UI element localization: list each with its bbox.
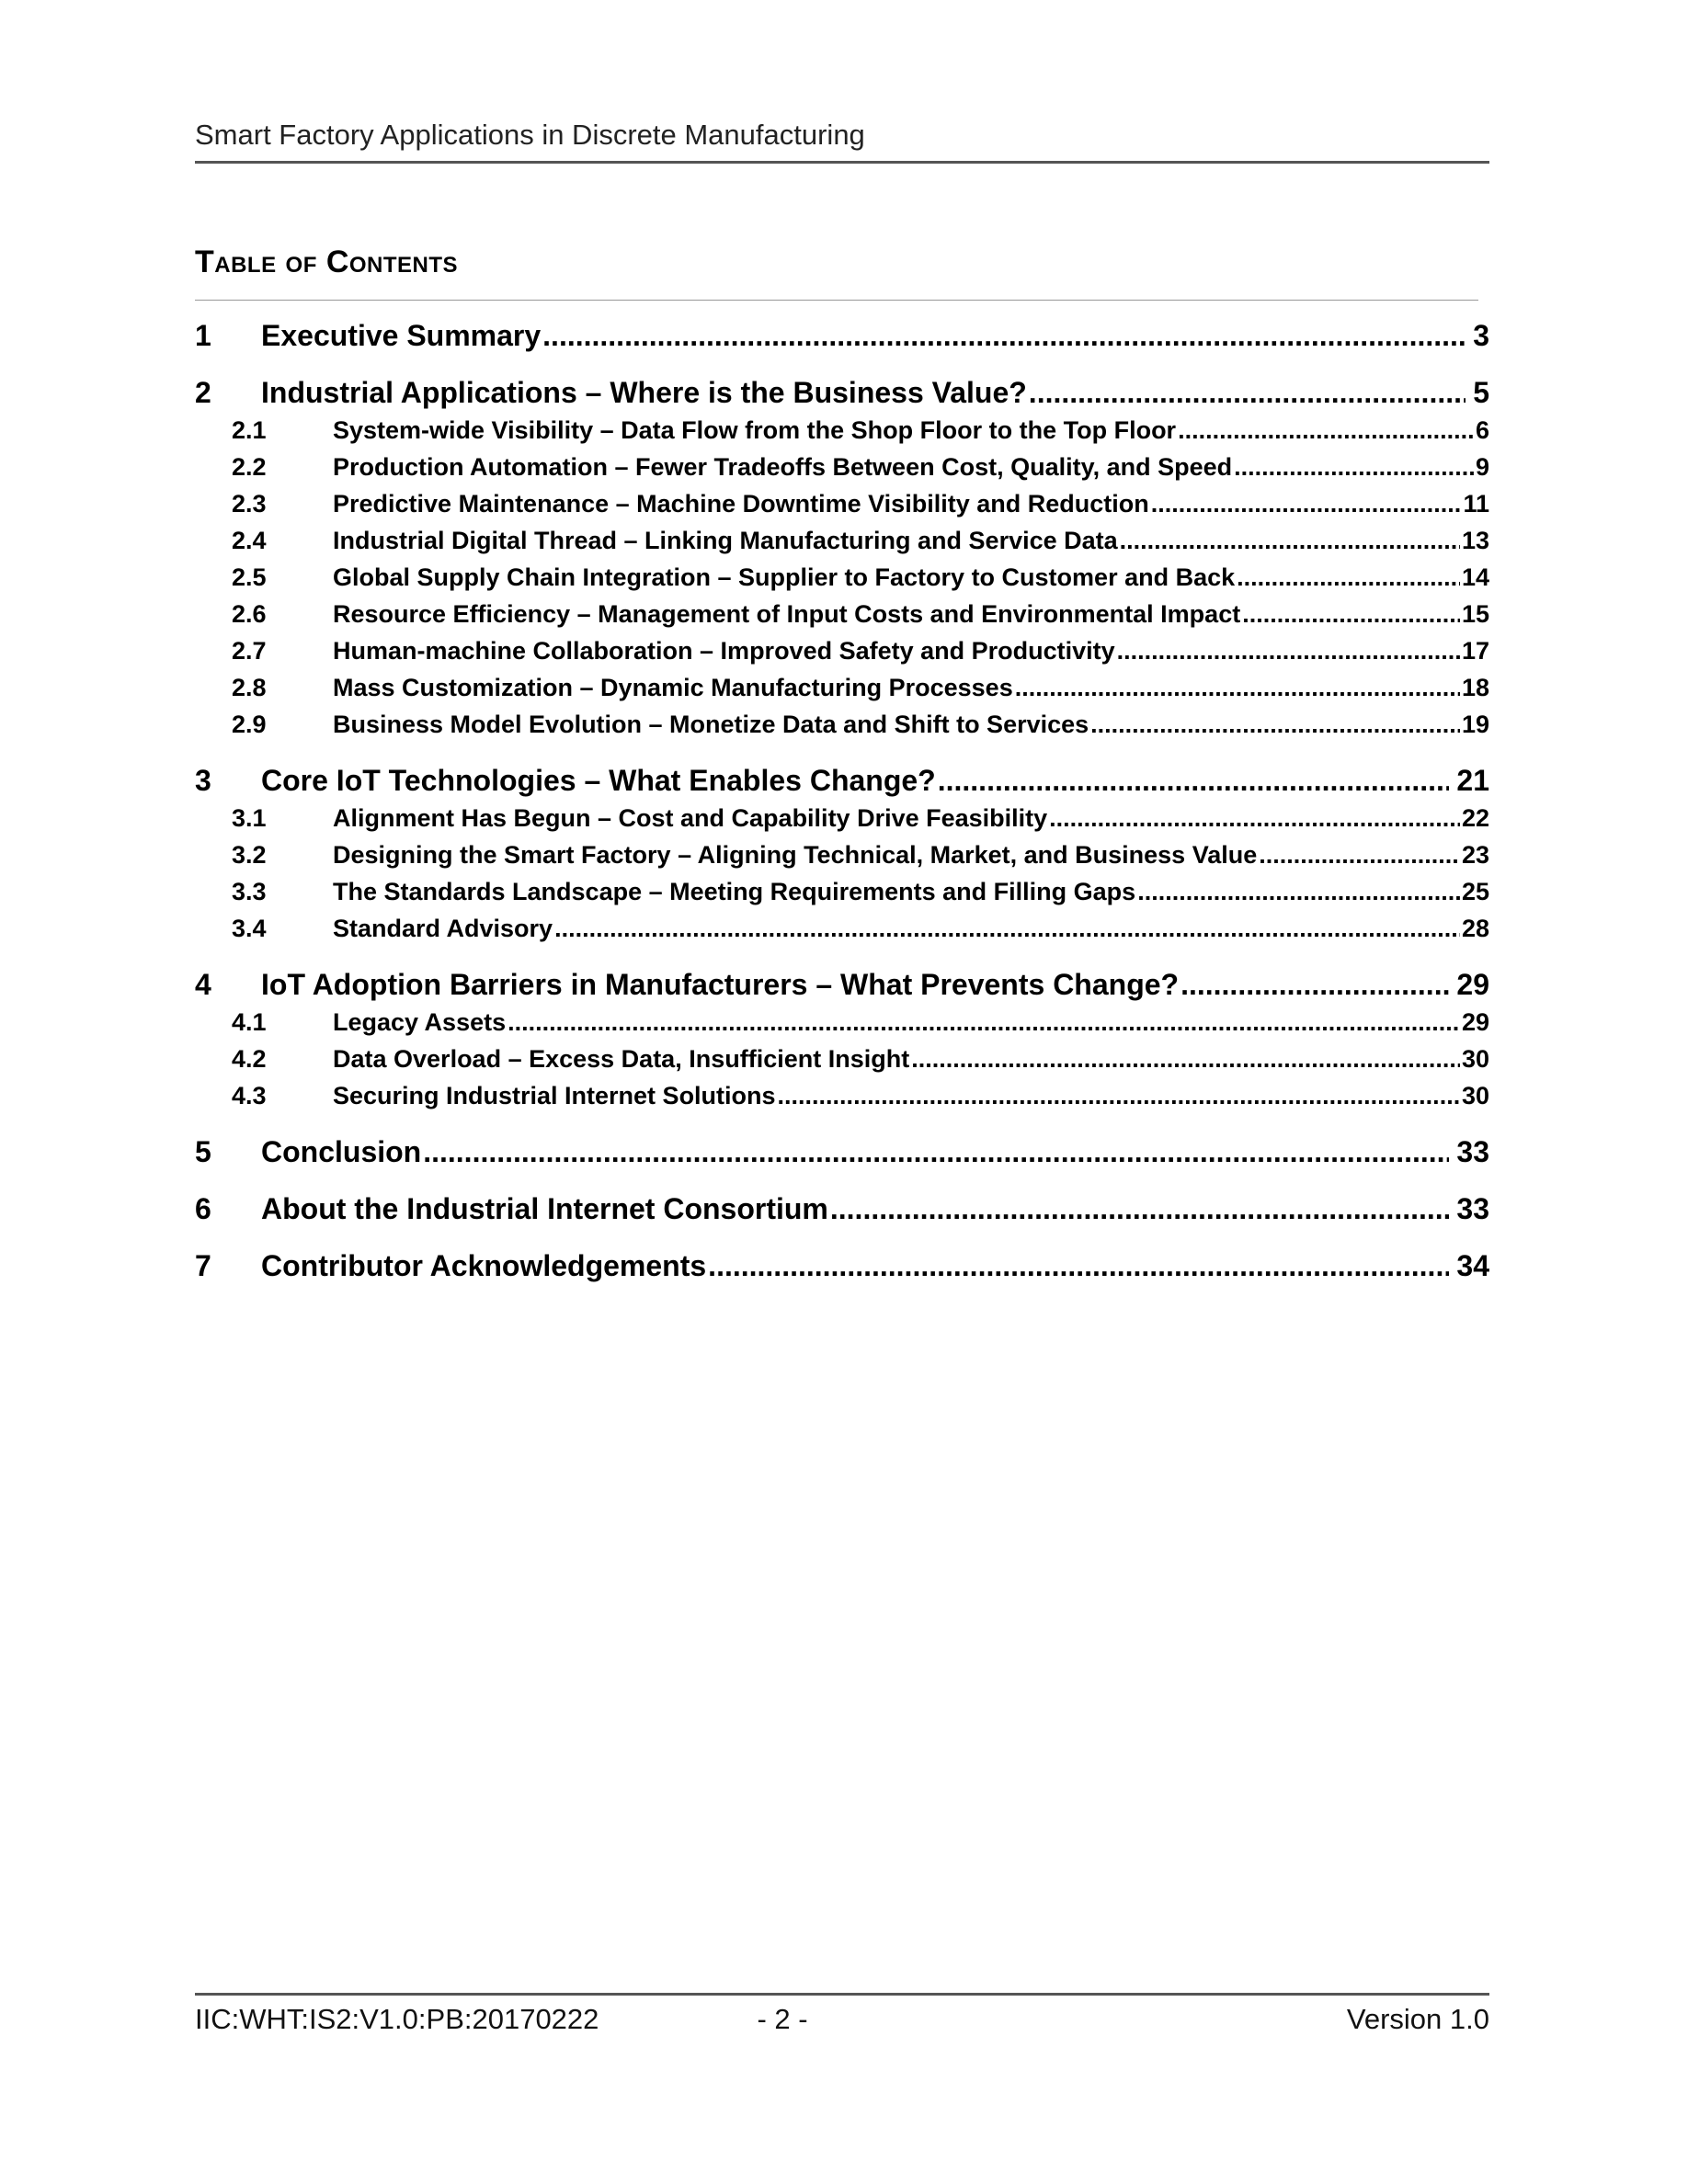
toc-entry-page: 19 — [1461, 711, 1489, 738]
toc-entry[interactable] — [195, 559, 1489, 596]
toc-entry-title: Standard Advisory — [333, 915, 553, 942]
toc-entry[interactable] — [195, 1132, 1489, 1171]
toc-entry-page: 5 — [1473, 376, 1489, 409]
toc-dot-leader — [911, 1041, 1460, 1077]
toc-entry-page: 14 — [1461, 563, 1489, 591]
toc-entry-page: 6 — [1475, 416, 1489, 444]
toc-entry-title: Alignment Has Begun – Cost and Capability Drive Feasibility — [333, 804, 1048, 832]
toc-entry-page: 23 — [1461, 841, 1489, 869]
toc-entry-page: 34 — [1456, 1249, 1489, 1282]
toc-entry-number: 2.5 — [232, 563, 267, 591]
toc-entry-number: 3.3 — [232, 878, 267, 905]
toc-entry-page: 13 — [1461, 527, 1489, 554]
toc-entry-page: 17 — [1461, 637, 1489, 665]
toc-dot-leader — [830, 1189, 1450, 1228]
toc-entry[interactable] — [195, 632, 1489, 669]
toc-entry[interactable] — [195, 910, 1489, 947]
toc-entry-page: 22 — [1461, 804, 1489, 832]
toc-entry-title: Core IoT Technologies – What Enables Change? — [261, 764, 936, 797]
toc-entry[interactable] — [195, 596, 1489, 632]
toc-dot-leader — [1117, 632, 1460, 669]
toc-entry-page: 18 — [1461, 674, 1489, 701]
toc-heading-divider — [195, 300, 1478, 301]
toc-entry[interactable] — [195, 873, 1489, 910]
toc-entry-number: 2.4 — [232, 527, 267, 554]
toc-entry-title: Legacy Assets — [333, 1008, 507, 1036]
toc-entry-number: 7 — [195, 1249, 211, 1282]
toc-entry-number: 4.2 — [232, 1045, 267, 1073]
toc-entry-number: 3.1 — [232, 804, 267, 832]
toc-dot-leader — [1151, 485, 1462, 522]
header-divider — [195, 161, 1489, 164]
toc-entry-number: 2.8 — [232, 674, 267, 701]
page-footer — [195, 1993, 1489, 2036]
toc-entry[interactable] — [195, 761, 1489, 800]
toc-dot-leader — [423, 1132, 1449, 1171]
toc-entry[interactable] — [195, 669, 1489, 706]
toc-entry[interactable] — [195, 373, 1489, 412]
toc-entry-page: 15 — [1461, 600, 1489, 628]
toc-entry-number: 6 — [195, 1192, 211, 1225]
toc-dot-leader — [938, 761, 1450, 800]
toc-dot-leader — [1234, 449, 1474, 485]
toc-entry[interactable] — [195, 1246, 1489, 1285]
toc-entry-page: 29 — [1456, 968, 1489, 1001]
toc-entry-number: 1 — [195, 319, 211, 352]
toc-entry-page: 33 — [1456, 1192, 1489, 1225]
toc-entry-number: 2.9 — [232, 711, 267, 738]
toc-entry-title: Industrial Digital Thread – Linking Manufacturing and Service Data — [333, 527, 1118, 554]
toc-dot-leader — [1090, 706, 1460, 743]
toc-dot-leader — [542, 316, 1466, 355]
toc-entry-title: Securing Industrial Internet Solutions — [333, 1082, 776, 1109]
toc-entry[interactable] — [195, 485, 1489, 522]
page-header — [195, 118, 1489, 164]
toc-entry[interactable] — [195, 316, 1489, 355]
toc-entry-page: 29 — [1461, 1008, 1489, 1036]
table-of-contents — [195, 316, 1489, 1285]
toc-entry-number: 2.1 — [232, 416, 267, 444]
toc-entry-title: IoT Adoption Barriers in Manufacturers – What Prevents Change? — [261, 968, 1180, 1001]
toc-entry-title: Conclusion — [261, 1135, 422, 1168]
toc-entry-page: 21 — [1456, 764, 1489, 797]
toc-dot-leader — [1178, 412, 1474, 449]
toc-entry-number: 4.3 — [232, 1082, 267, 1109]
toc-entry-title: Global Supply Chain Integration – Supplier to Factory to Customer and Back — [333, 563, 1236, 591]
toc-dot-leader — [1242, 596, 1460, 632]
toc-entry-number: 2 — [195, 376, 211, 409]
toc-entry-title: Designing the Smart Factory – Aligning Technical, Market, and Business Value — [333, 841, 1258, 869]
toc-entry-number: 2.6 — [232, 600, 267, 628]
toc-dot-leader — [1049, 800, 1460, 836]
toc-entry[interactable] — [195, 965, 1489, 1004]
toc-entry[interactable] — [195, 836, 1489, 873]
toc-entry-number: 3 — [195, 764, 211, 797]
toc-entry-page: 33 — [1456, 1135, 1489, 1168]
toc-dot-leader — [1180, 965, 1449, 1004]
toc-dot-leader — [1029, 373, 1466, 412]
toc-entry-title: System-wide Visibility – Data Flow from the Shop Floor to the Top Floor — [333, 416, 1177, 444]
toc-entry-number: 2.2 — [232, 453, 267, 481]
toc-entry[interactable] — [195, 1189, 1489, 1228]
toc-entry[interactable] — [195, 522, 1489, 559]
toc-entry[interactable] — [195, 800, 1489, 836]
toc-entry-number: 4 — [195, 968, 211, 1001]
toc-entry[interactable] — [195, 1004, 1489, 1041]
toc-entry-title: Data Overload – Excess Data, Insufficient Insight — [333, 1045, 910, 1073]
toc-entry-number: 2.3 — [232, 490, 267, 518]
toc-entry-number: 2.7 — [232, 637, 267, 665]
toc-entry[interactable] — [195, 1077, 1489, 1114]
toc-entry-title: The Standards Landscape – Meeting Requirements and Filling Gaps — [333, 878, 1136, 905]
toc-entry-title: Industrial Applications – Where is the Business Value? — [261, 376, 1027, 409]
toc-entry-number: 4.1 — [232, 1008, 267, 1036]
toc-entry[interactable] — [195, 449, 1489, 485]
toc-entry-page: 30 — [1461, 1082, 1489, 1109]
toc-entry-page: 11 — [1463, 490, 1489, 518]
toc-entry-title: Executive Summary — [261, 319, 542, 352]
toc-dot-leader — [1120, 522, 1460, 559]
toc-entry-title: About the Industrial Internet Consortium — [261, 1192, 828, 1225]
toc-entry-number: 3.2 — [232, 841, 267, 869]
toc-entry-title: Contributor Acknowledgements — [261, 1249, 707, 1282]
toc-dot-leader — [708, 1246, 1449, 1285]
toc-dot-leader — [1237, 559, 1460, 596]
toc-entry-title: Business Model Evolution – Monetize Data and Shift to Services — [333, 711, 1089, 738]
toc-dot-leader — [508, 1004, 1460, 1041]
toc-entry-page: 25 — [1461, 878, 1489, 905]
toc-dot-leader — [778, 1077, 1460, 1114]
toc-entry-title: Mass Customization – Dynamic Manufacturing Processes — [333, 674, 1013, 701]
toc-entry-title: Predictive Maintenance – Machine Downtime Visibility and Reduction — [333, 490, 1149, 518]
toc-entry-page: 28 — [1461, 915, 1489, 942]
footer-divider — [195, 1993, 1489, 1996]
document-title: Smart Factory Applications in Discrete Manufacturing — [195, 119, 865, 151]
toc-entry-title: Human-machine Collaboration – Improved Safety and Productivity — [333, 637, 1115, 665]
toc-entry[interactable] — [195, 412, 1489, 449]
toc-dot-leader — [554, 910, 1460, 947]
toc-dot-leader — [1015, 669, 1460, 706]
toc-entry-number: 5 — [195, 1135, 211, 1168]
toc-heading: Table of Contents — [195, 245, 459, 279]
toc-entry-title: Production Automation – Fewer Tradeoffs Between Cost, Quality, and Speed — [333, 453, 1233, 481]
toc-entry-page: 9 — [1475, 453, 1489, 481]
toc-dot-leader — [1137, 873, 1460, 910]
toc-entry-number: 3.4 — [232, 915, 267, 942]
toc-entry-page: 30 — [1461, 1045, 1489, 1073]
document-id: IIC:WHT:IS2:V1.0:PB:20170222 — [195, 2003, 599, 2035]
toc-entry[interactable] — [195, 706, 1489, 743]
toc-entry-page: 3 — [1473, 319, 1489, 352]
toc-dot-leader — [1259, 836, 1460, 873]
toc-entry-title: Resource Efficiency – Management of Input Costs and Environmental Impact — [333, 600, 1241, 628]
version-label: Version 1.0 — [1346, 2003, 1489, 2035]
toc-entry[interactable] — [195, 1041, 1489, 1077]
page-number: - 2 - — [757, 2003, 808, 2035]
